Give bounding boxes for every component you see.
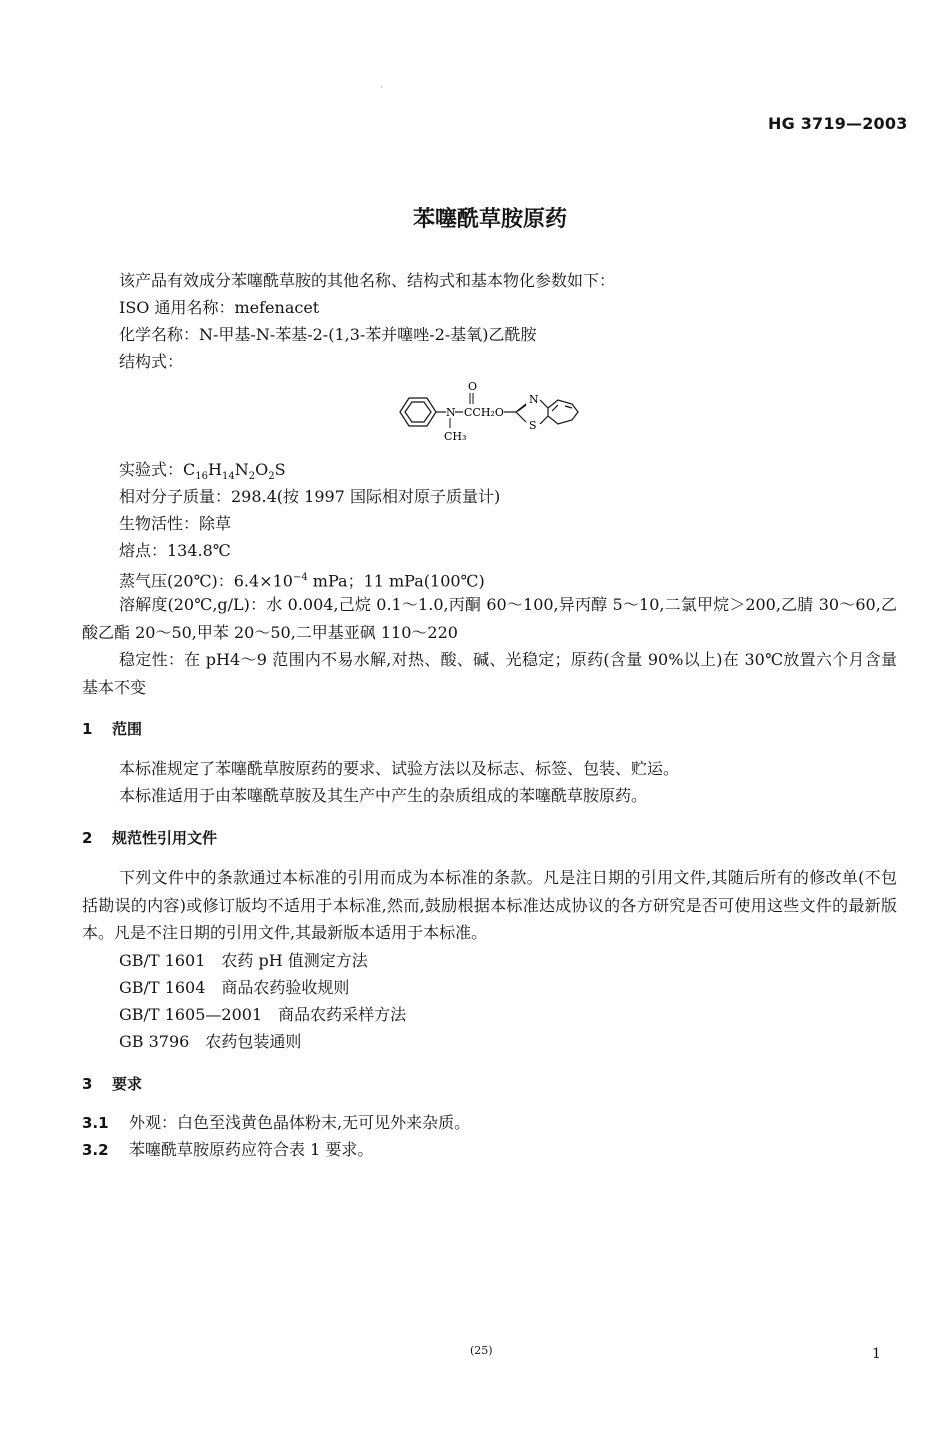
section-title: 范围 [112, 720, 143, 738]
chain-group: CCH₂O [464, 406, 504, 419]
section-number: 3 [82, 1075, 93, 1093]
clause-number: 3.1 [82, 1114, 109, 1132]
reference-id: GB/T 1605—2001 [119, 1005, 263, 1024]
atom-o-carbonyl: O [468, 380, 478, 393]
header-standard-code: HG 3719—2003 [768, 114, 908, 133]
formula-c: C [183, 460, 196, 479]
atom-s-ring: S [529, 419, 537, 432]
formula-c-count: 16 [195, 471, 208, 483]
reference-title: 农药 pH 值测定方法 [221, 951, 368, 970]
intro-lead: 该产品有效成分苯噻酰草胺的其他名称、结构式和基本物化参数如下： [119, 271, 616, 290]
benzothiazole-ring-icon [516, 400, 578, 424]
formula-label: 实验式： [119, 460, 184, 479]
section-heading-references [82, 827, 217, 848]
scope-paragraph-2: 本标准适用于由苯噻酰草胺及其生产中产生的杂质组成的苯噻酰草胺原药。 [119, 786, 648, 805]
references-paragraph: 下列文件中的条款通过本标准的引用而成为本标准的条款。凡是注日期的引用文件,其随后所有的修改单(不包括勘误的内容)或修订版均不适用于本标准,然而,鼓励根据本标准达成协议的各方研究是否可使用这些文件的最新版本。凡是不注日期的引用文件,其最新版本适用于本标准。 [82, 868, 897, 942]
section-number: 1 [82, 720, 93, 738]
clause-text: 苯噻酰草胺原药应符合表 1 要求。 [129, 1140, 374, 1159]
reference-item [119, 951, 368, 971]
vapor-pressure-exponent: −4 [292, 572, 308, 583]
requirement-clause [82, 1113, 470, 1133]
formula-s: S [274, 460, 286, 479]
structural-formula [392, 378, 592, 448]
clause-number: 3.2 [82, 1141, 109, 1159]
intro-structure-label: 结构式： [119, 352, 184, 371]
vapor-pressure-after: mPa；11 mPa(100℃) [307, 571, 485, 591]
section-title: 要求 [112, 1075, 143, 1093]
vapor-pressure-before: 蒸气压(20℃)：6.4×10 [119, 571, 293, 591]
intro-formula [119, 460, 286, 487]
reference-title: 商品农药采样方法 [278, 1005, 407, 1024]
intro-bioactivity: 生物活性：除草 [119, 514, 232, 533]
reference-item [119, 1032, 301, 1052]
reference-item [119, 978, 349, 998]
intro-solubility: 溶解度(20℃,g/L)：水 0.004,己烷 0.1～1.0,丙酮 60～100,异丙醇 5～10,二氯甲烷＞200,乙腈 30～60,乙酸乙酯 20～50,甲苯 20～50,二甲基亚砜 110～220 [82, 595, 897, 642]
formula-h-count: 14 [221, 471, 235, 483]
atom-n-ring: N [529, 393, 539, 406]
page-mark: · [380, 83, 383, 92]
section-heading-requirements [82, 1073, 142, 1094]
formula-h: H [208, 460, 222, 479]
requirement-clause [82, 1140, 373, 1160]
reference-id: GB/T 1601 [119, 951, 206, 970]
intro-vapor-pressure [119, 568, 485, 591]
formula-o: O [255, 460, 269, 479]
reference-title: 农药包装通则 [205, 1032, 302, 1051]
formula-n-count: 2 [248, 471, 256, 483]
intro-iso-name: ISO 通用名称：mefenacet [119, 298, 320, 317]
footer-page-number: 1 [872, 1346, 881, 1362]
intro-melting-point: 熔点：134.8℃ [119, 541, 231, 560]
clause-text: 外观：白色至浅黄色晶体粉末,无可见外来杂质。 [129, 1113, 471, 1132]
phenyl-ring-icon [400, 398, 436, 426]
reference-id: GB/T 1604 [119, 978, 206, 997]
reference-title: 商品农药验收规则 [221, 978, 350, 997]
reference-id: GB 3796 [119, 1032, 190, 1051]
footer-page-label: (25) [470, 1344, 493, 1357]
formula-n: N [234, 460, 249, 479]
section-title: 规范性引用文件 [112, 829, 218, 847]
intro-molecular-mass: 相对分子质量：298.4(按 1997 国际相对原子质量计) [119, 487, 501, 506]
section-number: 2 [82, 829, 93, 847]
reference-item [119, 1005, 406, 1025]
intro-chemical-name: 化学名称：N-甲基-N-苯基-2-(1,3-苯并噻唑-2-基氧)乙酰胺 [119, 325, 537, 344]
atom-n: N [446, 406, 456, 419]
scope-paragraph-1: 本标准规定了苯噻酰草胺原药的要求、试验方法以及标志、标签、包装、贮运。 [119, 759, 680, 778]
section-heading-scope [82, 718, 142, 739]
methyl-group: CH₃ [444, 430, 467, 443]
formula-o-count: 2 [268, 471, 275, 483]
document-title: 苯噻酰草胺原药 [412, 207, 567, 232]
intro-stability: 稳定性：在 pH4～9 范围内不易水解,对热、酸、碱、光稳定；原药(含量 90%以上)在 30℃放置六个月含量基本不变 [82, 650, 897, 697]
